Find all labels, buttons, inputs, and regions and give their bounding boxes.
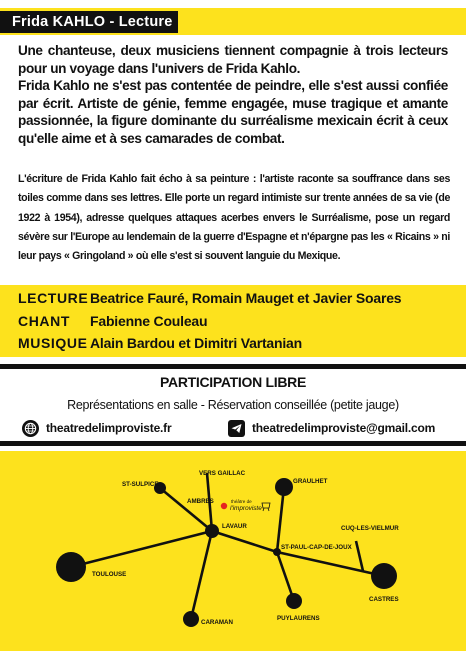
town-label-cuq: CUQ-LES-VIELMUR [341, 525, 399, 532]
road-toulouse-lavaur [71, 531, 212, 567]
website-contact[interactable] [22, 417, 171, 439]
theatre-logo-big: l'improviste [230, 505, 262, 512]
town-marker-castres [371, 563, 397, 589]
road-graulhet-stpaul [277, 487, 284, 552]
town-label-st-sulpice: ST-SULPICE [122, 481, 159, 488]
road-stsulpice-lavaur [160, 488, 212, 531]
participation-heading: PARTICIPATION LIBRE [160, 374, 306, 390]
globe-icon [22, 420, 39, 437]
cast-names: Beatrice Fauré, Romain Mauget et Javier Soares [90, 290, 402, 306]
town-label-graulhet: GRAULHET [293, 478, 328, 485]
town-label-castres: CASTRES [369, 596, 399, 603]
town-marker-graulhet [275, 478, 293, 496]
cast-row-lecture [18, 290, 401, 306]
map-svg [0, 451, 466, 651]
intro-paragraph-1: Une chanteuse, deux musiciens tiennent compagnie à trois lecteurs pour un voyage dans l'univers de Frida Kahlo. [18, 43, 448, 76]
town-marker-toulouse [56, 552, 86, 582]
road-stpaul-castres [277, 552, 384, 576]
town-label-vers-gaillac: VERS GAILLAC [199, 470, 246, 477]
road-lavaur-stpaul [212, 531, 277, 552]
town-label-caraman: CARAMAN [201, 619, 233, 626]
description-text: L'écriture de Frida Kahlo fait écho à sa peinture : l'artiste raconte sa souffrance dans ses toiles comme dans ses lettres. Elle porte un regard intimiste sur trente années de sa vie (de 1922 à 1954), adresse quelques attaques acerbes envers le Surréalisme, pose un regard sévère sur l'Europe au lendemain de la guerre d'Espagne et n'épargne pas les « Ricains » ni leur pays « Gringoland » où elle s'est si souvent languie du Mexique. [18, 173, 450, 263]
representations-note: Représentations en salle - Réservation conseillée (petite jauge) [67, 398, 399, 412]
theatre-logo-small: théâtre de [231, 499, 252, 504]
intro-paragraph-2: Frida Kahlo ne s'est pas contentée de peindre, elle s'est aussi confiée par écrit. Artiste de génie, femme engagée, muse tragique et amante passionnée, la figure dominante du surréalisme mexicain écrit à ceux qu'elle aime et à ses camarades de combat. [18, 78, 448, 146]
cast-role: CHANT [18, 313, 70, 329]
town-marker-stpaul [273, 548, 281, 556]
town-label-toulouse: TOULOUSE [92, 571, 127, 578]
road-lavaur-caraman [191, 531, 212, 619]
cast-row-musique [18, 335, 302, 351]
town-marker-caraman [183, 611, 199, 627]
access-map [0, 451, 466, 651]
email-link[interactable]: theatredelimproviste@gmail.com [252, 421, 436, 435]
town-marker-puylaurens [286, 593, 302, 609]
send-icon [228, 420, 245, 437]
email-contact[interactable] [228, 417, 435, 439]
separator-bottom [0, 441, 466, 446]
road-cuq [356, 541, 363, 571]
page-title: Frida KAHLO - Lecture [0, 11, 178, 33]
town-label-st-paul: ST-PAUL-CAP-DE-JOUX [281, 544, 352, 551]
town-label-lavaur: LAVAUR [222, 523, 247, 530]
town-label-puylaurens: PUYLAURENS [277, 615, 320, 622]
website-link[interactable]: theatredelimproviste.fr [46, 421, 172, 435]
cast-section [0, 285, 466, 357]
title-bar [0, 8, 466, 35]
theatre-logo-icon [262, 503, 270, 511]
theatre-location-icon [221, 503, 227, 509]
separator-top [0, 364, 466, 369]
cast-names: Alain Bardou et Dimitri Vartanian [90, 335, 302, 351]
intro-text [18, 42, 448, 148]
town-label-ambres: AMBRES [187, 498, 214, 505]
cast-row-chant [18, 313, 207, 329]
town-marker-lavaur [205, 524, 219, 538]
cast-role: MUSIQUE [18, 335, 88, 351]
cast-names: Fabienne Couleau [90, 313, 208, 329]
cast-role: LECTURE [18, 290, 89, 306]
